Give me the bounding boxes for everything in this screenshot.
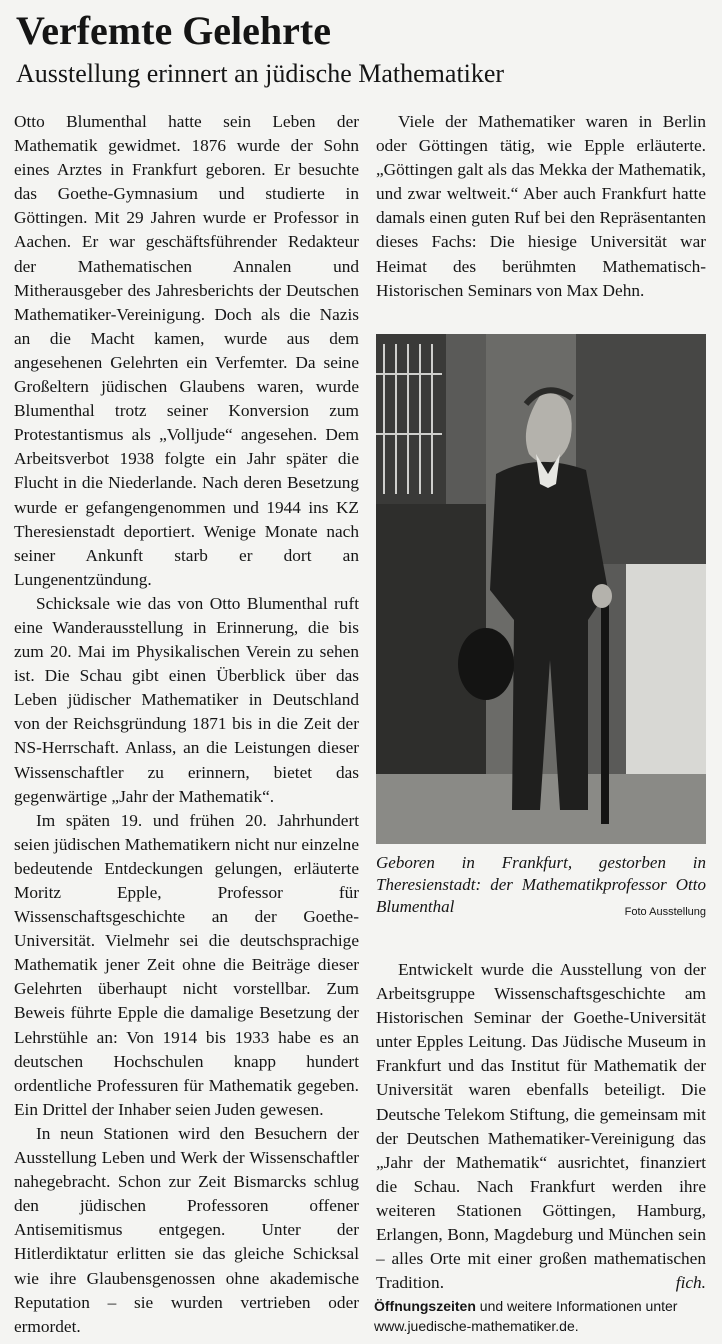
paragraph-right-2-text: Entwickelt wurde die Ausstellung von der Arbeitsgruppe Wissenschaftsgeschichte am Historischen Seminar der Goethe-Universität unter Epples Leitung. Das Jüdische Museum in Frankfurt und das Institut für Mathematik der Universität waren ebenfalls beteiligt. Die Deutsche Telekom Stiftung, die gemeinsam mit der Deutschen Mathematiker-Vereinigung das „Jahr der Mathematik“ ausrichtet, finanziert die Schau. Nach Frankfurt werden ihre weiteren Stationen Göttingen, Hamburg, Erlangen, Bonn, Magdeburg und München sein – alles Orte mit einer großen mathematischen Tradition. [376, 960, 706, 1293]
paragraph-2: Schicksale wie das von Otto Blumenthal ruft eine Wanderausstellung in Erinnerung, die bis zum 20. Mai im Physikalischen Verein zu sehen ist. Die Schau gibt einen Überblick über das Leben jüdischer Mathematiker in Deutschland von der Reichsgründung 1871 bis in die Zeit der NS-Herrschaft. Anlass, an die Leistungen dieser Wissenschaftler zu erinnern, bietet das gegenwärtige „Jahr der Mathematik“. [14, 593, 359, 806]
info-url: www.juedische-mathematiker.de. [374, 1318, 579, 1334]
headline: Verfemte Gelehrte [16, 8, 331, 53]
paragraph-1: Otto Blumenthal hatte sein Leben der Mathematik gewidmet. 1876 wurde der Sohn eines Arztes in Frankfurt geboren. Er besuchte das Goethe-Gymnasium und studierte in Göttingen. Mit 29 Jahren wurde er Professor in Aachen. Er war geschäftsführender Redakteur der Mathematischen Annalen und Mitherausgeber des Jahresberichts der Deutschen Mathematiker-Vereinigung. Doch als die Nazis an die Macht kamen, wurde aus dem angesehenen Gelehrten ein Verfemter. Da seine Großeltern jüdischen Glaubens waren, wurde Blumenthal trotz seiner Konversion zum Protestantismus als „Volljude“ angesehen. Dem Arbeitsverbot 1938 folgte ein Jahr später die Flucht in die Niederlande. Nach deren Besetzung wurde er gefangengenommen und 1944 ins KZ Theresienstadt deportiert. Wenige Monate nach seiner Ankunft starb er dort an Lungenentzündung. [14, 112, 359, 589]
right-column-top [376, 110, 706, 303]
subheadline: Ausstellung erinnert an jüdische Mathematiker [16, 59, 505, 88]
info-text: und weitere Informationen unter [475, 1298, 678, 1314]
info-label: Öffnungszeiten [374, 1298, 476, 1314]
photo-caption: Geboren in Frankfurt, gestorben in Theresienstadt: der Mathematikprofessor Otto Blumenthal [376, 853, 706, 916]
paragraph-right-2 [376, 958, 706, 1295]
right-column-bottom [376, 958, 706, 1295]
portrait-photo-drawing [376, 334, 706, 844]
paragraph-3: Im späten 19. und frühen 20. Jahrhundert seien jüdischen Mathematikern nicht nur einzelne bedeutende Entdeckungen gelungen, erläuterte Moritz Epple, Professor für Wissenschaftsgeschichte an der Goethe-Universität. Vielmehr sei die deutschsprachige Mathematik jener Zeit ohne die Beiträge dieser Gelehrten überhaupt nicht vorstellbar. Zum Beweis führte Epple die damalige Besetzung der Lehrstühle an: Von 1914 bis 1933 habe es an deutschen Hochschulen knapp hundert ordentliche Professuren für Mathematik gegeben. Ein Drittel der Inhaber seien Juden gewesen. [14, 810, 359, 1119]
left-column [14, 110, 359, 1339]
info-footer [374, 1296, 710, 1336]
paragraph-right-1: Viele der Mathematiker waren in Berlin oder Göttingen tätig, wie Epple erläuterte. „Göttingen galt als das Mekka der Mathematik, und zwar weltweit.“ Aber auch Frankfurt hatte damals einen guten Ruf bei den Repräsentanten dieses Fachs: Die hiesige Universität war Heimat des berühmten Mathematisch-Historischen Seminars von Max Dehn. [376, 112, 706, 300]
paragraph-4: In neun Stationen wird den Besuchern der Ausstellung Leben und Werk der Wissenschaftler nahegebracht. Schon zur Zeit Bismarcks schlug den jüdischen Professoren offener Antisemitismus entgegen. Unter der Hitlerdiktatur erlitten sie das gleiche Schicksal wie ihre Glaubensgenossen ohne akademische Reputation – sie wurden vertrieben oder ermordet. [14, 1123, 359, 1336]
photo-credit: Foto Ausstellung [624, 906, 706, 918]
portrait-photo [376, 334, 706, 844]
author-signature: fich. [675, 1273, 706, 1293]
